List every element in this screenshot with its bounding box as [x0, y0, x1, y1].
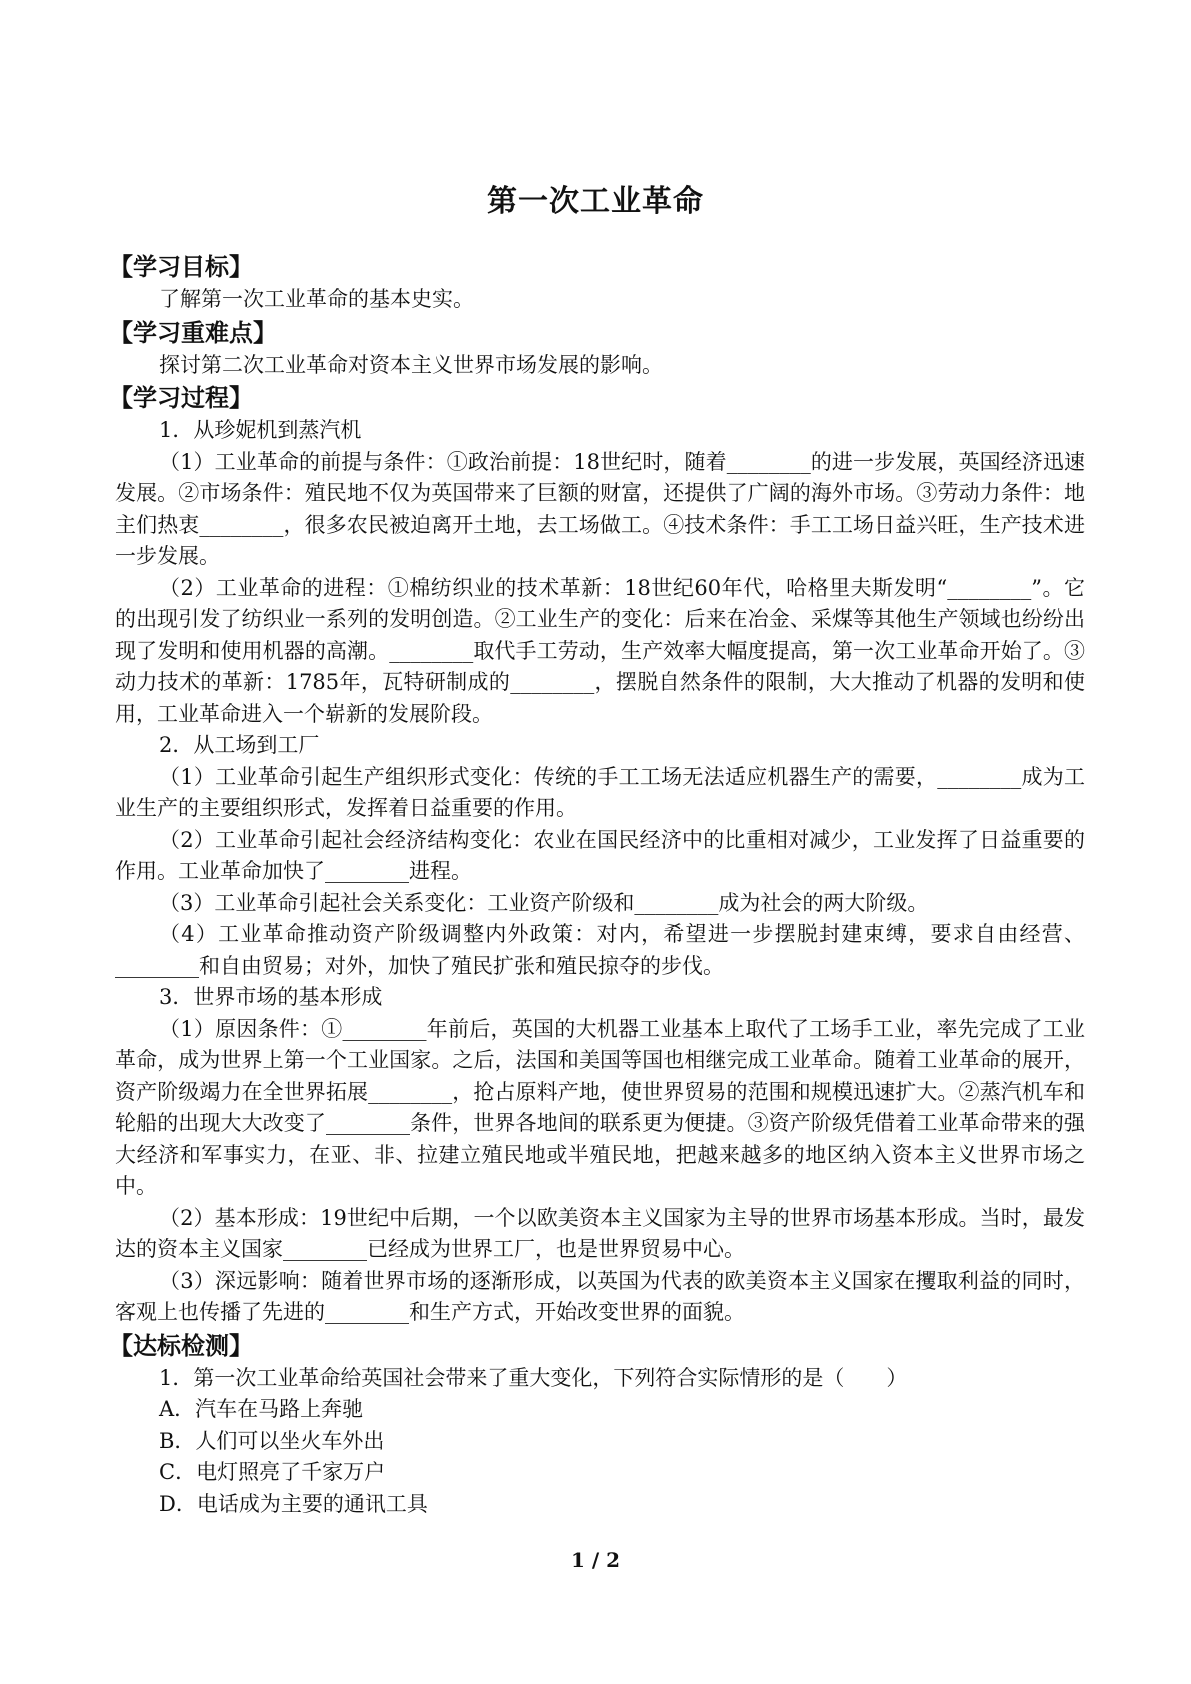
- page-number: 1 / 2: [570, 1548, 621, 1572]
- paragraph: 了解第一次工业革命的基本史实。: [159, 287, 474, 311]
- answer-option: B．人们可以坐火车外出: [159, 1428, 385, 1453]
- paragraph: （1）工业革命的前提与条件：①政治前提：18世纪时，随着________的进一步发展，英国经济迅速发展。②市场条件：殖民地不仅为英国带来了巨额的财富，还提供了广阔的海外市场。③劳动力条件：地主们热衷________，很多农民被迫离开土地，去工场做工。④技术条件：手工工场日益兴旺，生产技术进一步发展。: [115, 449, 1085, 568]
- paragraph: （3）深远影响：随着世界市场的逐渐形成，以英国为代表的欧美资本主义国家在攫取利益的同时，客观上也传播了先进的________和生产方式，开始改变世界的面貌。: [115, 1268, 1085, 1324]
- section-heading: 【学习目标】: [109, 253, 253, 281]
- paragraph: （2）基本形成：19世纪中后期，一个以欧美资本主义国家为主导的世界市场基本形成。当时，最发达的资本主义国家________已经成为世界工厂，也是世界贸易中心。: [115, 1205, 1085, 1261]
- subsection-title: 2．从工场到工厂: [159, 733, 320, 757]
- subsection-title: 3．世界市场的基本形成: [159, 985, 383, 1009]
- paragraph: （2）工业革命的进程：①棉纺织业的技术革新：18世纪60年代，哈格里夫斯发明“________”。它的出现引发了纺织业一系列的发明创造。②工业生产的变化：后来在冶金、采煤等其他生产领域也纷纷出现了发明和使用机器的高潮。________取代手工劳动，生产效率大幅度提高，第一次工业革命开始了。③动力技术的革新：1785年，瓦特研制成的________，摆脱自然条件的限制，大大推动了机器的发明和使用，工业革命进入一个崭新的发展阶段。: [115, 575, 1085, 726]
- paragraph: （4）工业革命推动资产阶级调整内外政策：对内，希望进一步摆脱封建束缚，要求自由经营、________和自由贸易；对外，加快了殖民扩张和殖民掠夺的步伐。: [115, 922, 1085, 978]
- subsection-title: 1．从珍妮机到蒸汽机: [159, 418, 362, 442]
- paragraph: （1）原因条件：①________年前后，英国的大机器工业基本上取代了工场手工业，率先完成了工业革命，成为世界上第一个工业国家。之后，法国和美国等国也相继完成工业革命。随着工业革命的展开，资产阶级竭力在全世界拓展________，抢占原料产地，使世界贸易的范围和规模迅速扩大。②蒸汽机车和轮船的出现大大改变了________条件，世界各地间的联系更为便捷。③资产阶级凭借着工业革命带来的强大经济和军事实力，在亚、非、拉建立殖民地或半殖民地，把越来越多的地区纳入资本主义世界市场之中。: [115, 1016, 1085, 1198]
- answer-option: A．汽车在马路上奔驰: [159, 1397, 364, 1421]
- section-heading: 【达标检测】: [109, 1331, 253, 1360]
- question-stem: 1．第一次工业革命给英国社会带来了重大变化，下列符合实际情形的是（ ）: [159, 1365, 908, 1390]
- page-title: 第一次工业革命: [487, 184, 704, 219]
- document-body: [109, 250, 1085, 1520]
- paragraph: （1）工业革命引起生产组织形式变化：传统的手工工场无法适应机器生产的需要，________成为工业生产的主要组织形式，发挥着日益重要的作用。: [115, 764, 1085, 820]
- answer-option: C．电灯照亮了千家万户: [159, 1460, 386, 1484]
- section-heading: 【学习过程】: [109, 384, 253, 412]
- answer-option: D．电话成为主要的通讯工具: [159, 1491, 428, 1516]
- paragraph: （2）工业革命引起社会经济结构变化：农业在国民经济中的比重相对减少，工业发挥了日益重要的作用。工业革命加快了________进程。: [115, 827, 1085, 883]
- paragraph: 探讨第二次工业革命对资本主义世界市场发展的影响。: [159, 352, 663, 377]
- section-heading: 【学习重难点】: [109, 318, 277, 347]
- paragraph: （3）工业革命引起社会关系变化：工业资产阶级和________成为社会的两大阶级。: [159, 890, 929, 915]
